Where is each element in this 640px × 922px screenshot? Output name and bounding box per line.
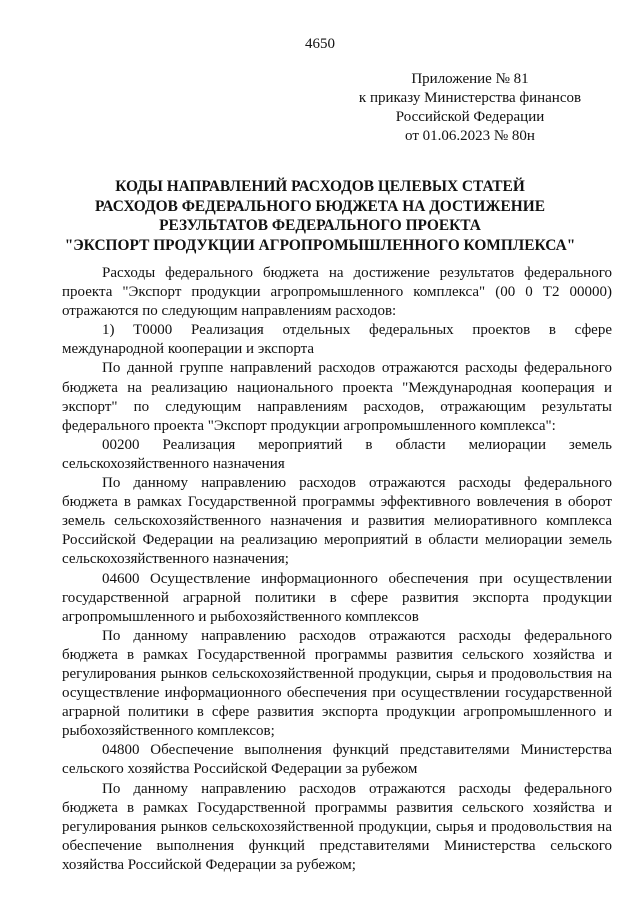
appendix-line: к приказу Министерства финансов [358,90,582,106]
title-line: РАСХОДОВ ФЕДЕРАЛЬНОГО БЮДЖЕТА НА ДОСТИЖЕНИЕ [94,197,545,215]
paragraph: 04800 Обеспечение выполнения функций представителями Министерства сельского хозяйства Российской Федерации за рубежом [62,742,612,778]
page-number: 4650 [305,36,335,52]
paragraph: По данной группе направлений расходов отражаются расходы федерального бюджета на реализацию национального проекта "Международная кооперация и экспорт" по следующим направлениям расходов, отражающим результаты федерального проекта "Экспорт продукции агропромышленного комплекса": [62,360,612,434]
title-line: РЕЗУЛЬТАТОВ ФЕДЕРАЛЬНОГО ПРОЕКТА [159,217,481,234]
paragraph: По данному направлению расходов отражаются расходы федерального бюджета в рамках Государственной программы развития сельского хозяйства и регулирования рынков сельскохозяйственной продукции, сырья и продовольствия на осуществление информационного обеспечения при осуществлении государственной аграрной политики в сфере развития экспорта продукции агропромышленного и рыбохозяйственного комплексов; [62,627,612,740]
paragraph: По данному направлению расходов отражаются расходы федерального бюджета в рамках Государственной программы эффективного вовлечения в оборот земель сельскохозяйственного назначения и развития мелиоративного комплекса Российской Федерации на реализацию мероприятий в области мелиорации земель сельскохозяйственного назначения; [62,475,612,568]
document-body [62,264,612,875]
paragraph: 00200 Реализация мероприятий в области мелиорации земель сельскохозяйственного назначения [62,436,612,472]
paragraph: Расходы федерального бюджета на достижение результатов федерального проекта "Экспорт продукции агропромышленного комплекса" (00 0 Т2 00000) отражаются по следующим направлениям расходов: [62,265,612,320]
appendix-line: Приложение № 81 [411,71,529,87]
appendix-line: Российской Федерации [395,109,545,125]
title-line: "ЭКСПОРТ ПРОДУКЦИИ АГРОПРОМЫШЛЕННОГО КОМПЛЕКСА" [64,236,576,254]
paragraph: 04600 Осуществление информационного обеспечения при осуществлении государственной аграрной политики в сфере развития экспорта продукции агропромышленного и рыбохозяйственного комплексов [62,570,612,625]
document-title [40,177,600,255]
appendix-block [340,70,600,146]
appendix-line: от 01.06.2023 № 80н [405,128,535,144]
title-line: КОДЫ НАПРАВЛЕНИЙ РАСХОДОВ ЦЕЛЕВЫХ СТАТЕЙ [115,178,525,195]
paragraph: 1) Т0000 Реализация отдельных федеральных проектов в сфере международной кооперации и экспорта [62,322,612,358]
paragraph: По данному направлению расходов отражаются расходы федерального бюджета в рамках Государственной программы развития сельского хозяйства и регулирования рынков сельскохозяйственной продукции, сырья и продовольствия на обеспечение выполнения функций представителями Министерства сельского хозяйства Российской Федерации за рубежом; [62,780,612,873]
